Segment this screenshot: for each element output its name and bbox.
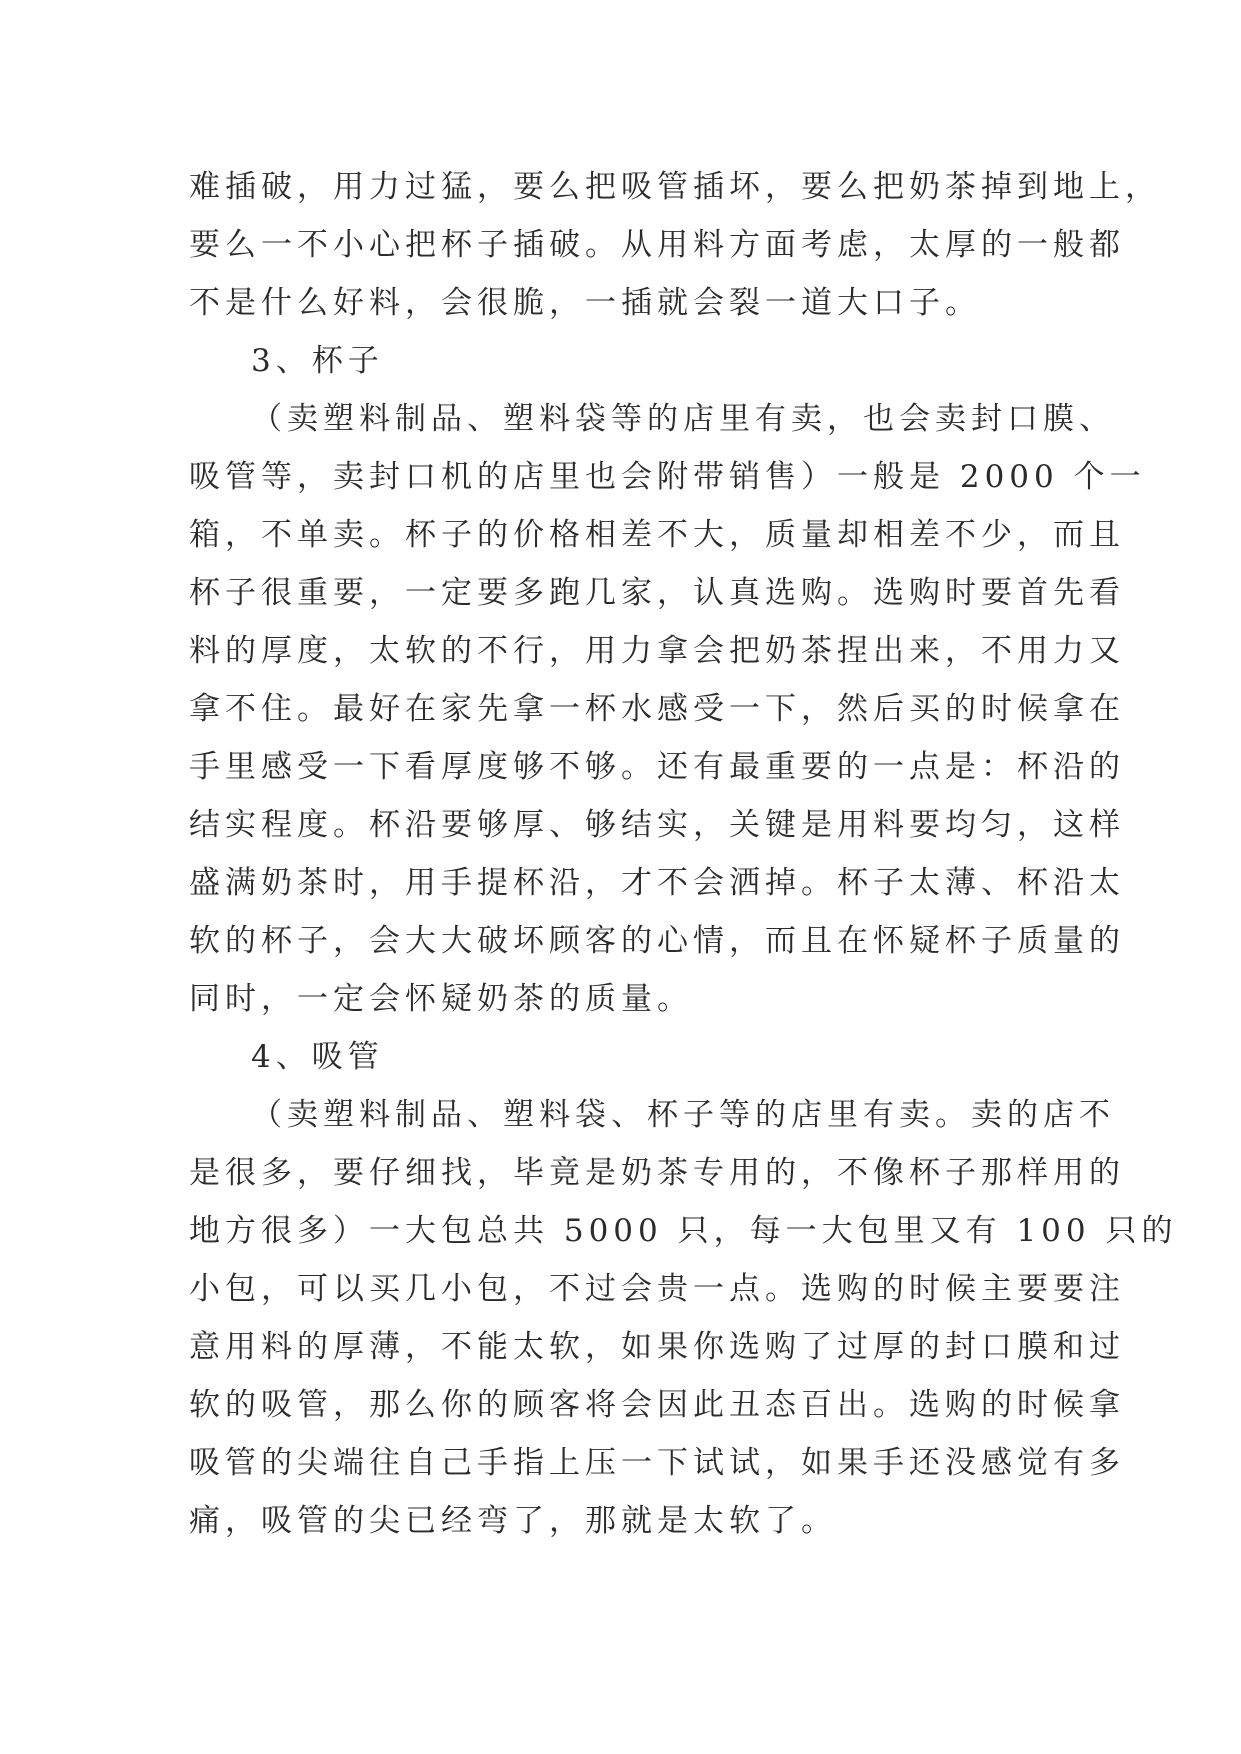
text-line: 吸管的尖端往自己手指上压一下试试，如果手还没感觉有多	[189, 1445, 1125, 1481]
section-heading-cups: 3、杯子	[251, 343, 384, 379]
text-line: 拿不住。最好在家先拿一杯水感受一下，然后买的时候拿在	[189, 691, 1125, 727]
text-line: 同时，一定会怀疑奶茶的质量。	[189, 981, 693, 1017]
text-line: 小包，可以买几小包，不过会贵一点。选购的时候主要要注	[189, 1271, 1125, 1307]
text-line: 料的厚度，太软的不行，用力拿会把奶茶捏出来，不用力又	[189, 633, 1125, 669]
section-heading-straws: 4、吸管	[251, 1039, 384, 1075]
text-line: 意用料的厚薄，不能太软，如果你选购了过厚的封口膜和过	[189, 1329, 1125, 1365]
text-line: 手里感受一下看厚度够不够。还有最重要的一点是：杯沿的	[189, 749, 1125, 785]
text-line: 难插破，用力过猛，要么把吸管插坏，要么把奶茶掉到地上，	[189, 169, 1161, 205]
text-line: （卖塑料制品、塑料袋、杯子等的店里有卖。卖的店不	[251, 1097, 1115, 1133]
text-line: 是很多，要仔细找，毕竟是奶茶专用的，不像杯子那样用的	[189, 1155, 1125, 1191]
text-line: 地方很多）一大包总共 5000 只，每一大包里又有 100 只的	[189, 1213, 1178, 1249]
text-line: 软的杯子，会大大破坏顾客的心情，而且在怀疑杯子质量的	[189, 923, 1125, 959]
text-line: 痛，吸管的尖已经弯了，那就是太软了。	[189, 1503, 837, 1539]
text-line: 软的吸管，那么你的顾客将会因此丑态百出。选购的时候拿	[189, 1387, 1125, 1423]
text-line: 箱，不单卖。杯子的价格相差不大，质量却相差不少，而且	[189, 517, 1125, 553]
body-text	[189, 158, 1178, 1550]
text-line: （卖塑料制品、塑料袋等的店里有卖，也会卖封口膜、	[251, 401, 1115, 437]
text-line: 盛满奶茶时，用手提杯沿，才不会洒掉。杯子太薄、杯沿太	[189, 865, 1125, 901]
text-line: 结实程度。杯沿要够厚、够结实，关键是用料要均匀，这样	[189, 807, 1125, 843]
text-line: 吸管等，卖封口机的店里也会附带销售）一般是 2000 个一	[189, 459, 1146, 495]
text-line: 杯子很重要，一定要多跑几家，认真选购。选购时要首先看	[189, 575, 1125, 611]
text-line: 要么一不小心把杯子插破。从用料方面考虑，太厚的一般都	[189, 227, 1125, 263]
text-line: 不是什么好料，会很脆，一插就会裂一道大口子。	[189, 285, 981, 321]
